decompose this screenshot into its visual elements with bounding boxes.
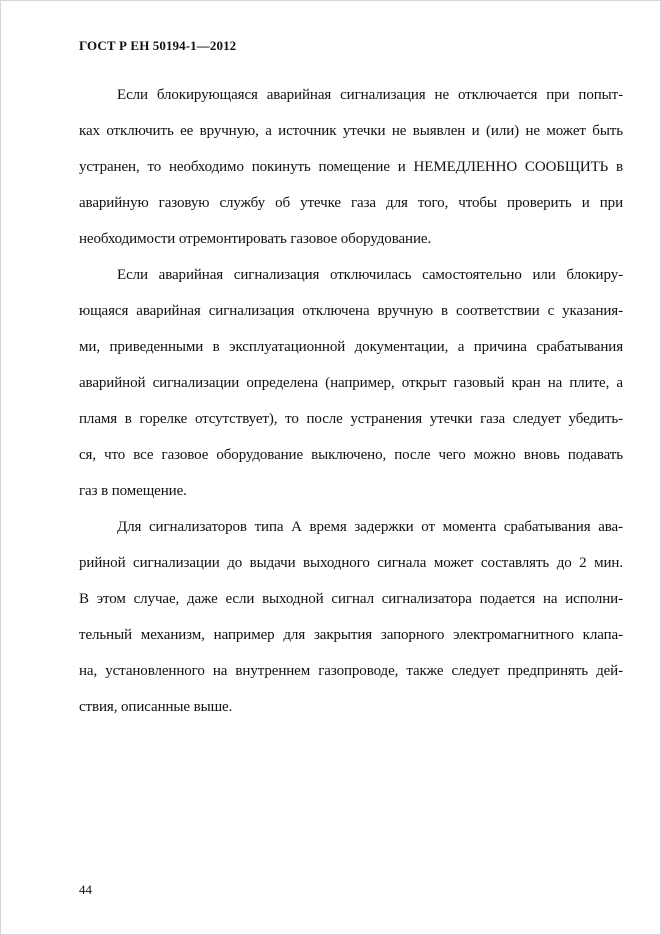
paragraph-line: Если блокирующаяся аварийная сигнализация не отключается при попыт- bbox=[117, 87, 623, 103]
paragraph-line: ющаяся аварийная сигнализация отключена вручную в соответствии с указания- bbox=[79, 303, 623, 319]
paragraph-line: устранен, то необходимо покинуть помещение и НЕМЕДЛЕННО СООБЩИТЬ в bbox=[79, 159, 623, 175]
page-number: 44 bbox=[79, 882, 92, 897]
paragraph-line: Для сигнализаторов типа А время задержки от момента срабатывания ава- bbox=[117, 519, 623, 535]
document-header: ГОСТ Р ЕН 50194-1—2012 bbox=[79, 38, 237, 53]
paragraph-line: ми, приведенными в эксплуатационной документации, а причина срабатывания bbox=[79, 339, 623, 355]
paragraph-line: на, установленного на внутреннем газопроводе, также следует предпринять дей- bbox=[79, 663, 623, 679]
paragraph-line: газ в помещение. bbox=[79, 483, 187, 499]
paragraph-line: тельный механизм, например для закрытия запорного электромагнитного клапа- bbox=[79, 627, 623, 643]
paragraph bbox=[79, 77, 623, 257]
paragraph-line: ствия, описанные выше. bbox=[79, 699, 233, 715]
paragraph bbox=[79, 257, 623, 509]
paragraph-line: необходимости отремонтировать газовое оборудование. bbox=[79, 231, 432, 247]
paragraph-line: Если аварийная сигнализация отключилась самостоятельно или блокиру- bbox=[117, 267, 623, 283]
paragraph-line: аварийную газовую службу об утечке газа для того, чтобы проверить и при bbox=[79, 195, 623, 211]
body-text bbox=[79, 77, 623, 725]
paragraph-line: рийной сигнализации до выдачи выходного сигнала может составлять до 2 мин. bbox=[79, 555, 623, 571]
paragraph-line: аварийной сигнализации определена (например, открыт газовый кран на плите, а bbox=[79, 375, 623, 391]
paragraph-line: ся, что все газовое оборудование выключено, после чего можно вновь подавать bbox=[79, 447, 623, 463]
paragraph-line: пламя в горелке отсутствует), то после устранения утечки газа следует убедить- bbox=[79, 411, 623, 427]
paragraph-line: В этом случае, даже если выходной сигнал сигнализатора подается на исполни- bbox=[79, 591, 623, 607]
paragraph bbox=[79, 509, 623, 725]
paragraph-line: ках отключить ее вручную, а источник утечки не выявлен и (или) не может быть bbox=[79, 123, 623, 139]
